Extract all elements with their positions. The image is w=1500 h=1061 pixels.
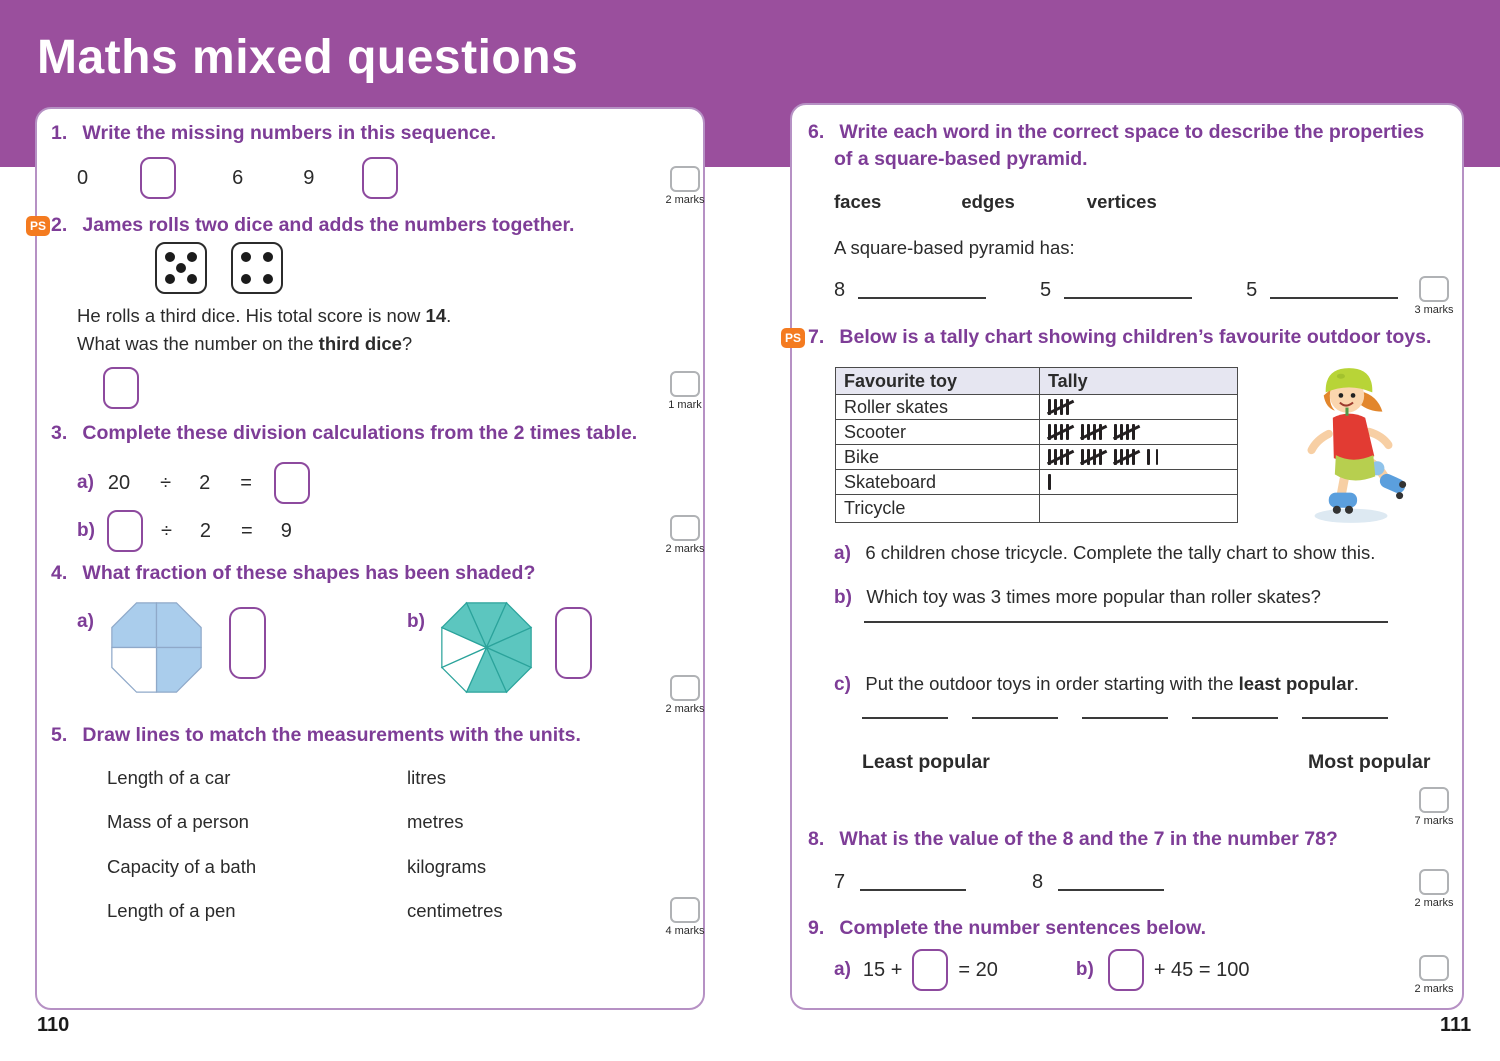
measurement-item[interactable]: Mass of a person: [107, 811, 249, 832]
word-bank-item[interactable]: faces: [834, 191, 882, 212]
question-6-heading: [808, 121, 1424, 144]
tally-cell: [1040, 445, 1238, 470]
question-5-number: 5.: [51, 724, 68, 746]
answer-box-tall[interactable]: [229, 607, 266, 679]
marks-label: 1 mark: [668, 399, 702, 411]
part-c-post: .: [1353, 673, 1359, 694]
question-7c: [834, 673, 1359, 696]
marks-chip: [1412, 955, 1456, 995]
column-header-toy: Favourite toy: [836, 368, 1040, 395]
measurement-item[interactable]: Capacity of a bath: [107, 856, 257, 877]
question-2-heading: [51, 214, 574, 237]
table-row: [836, 495, 1238, 523]
equals-sign: =: [241, 519, 253, 542]
marks-label: 2 marks: [665, 703, 705, 715]
blank-number: 8: [834, 279, 846, 301]
marks-box: [1419, 276, 1449, 302]
sequence-value: 0: [77, 166, 89, 189]
operand: 2: [199, 519, 212, 542]
question-1-sequence: [77, 156, 398, 200]
table-row: [836, 445, 1238, 470]
marks-label: 2 marks: [665, 194, 705, 206]
marks-box: [1419, 787, 1449, 813]
question-9-text: Complete the number sentences below.: [839, 917, 1207, 939]
table-header-row: [836, 368, 1238, 395]
question-9-number: 9.: [808, 917, 825, 939]
equals-sign: =: [240, 471, 252, 494]
answer-box[interactable]: [140, 157, 176, 199]
page-number-left: 110: [37, 1014, 70, 1036]
part-b-label: b): [834, 587, 852, 608]
question-3-text: Complete these division calculations from the 2 times table.: [82, 422, 638, 444]
answer-box[interactable]: [103, 367, 139, 409]
blank-number: 8: [1032, 871, 1044, 893]
word-bank: [834, 191, 1157, 213]
line2-pre: What was the number on the: [77, 333, 319, 354]
equation-text: 15 +: [862, 958, 903, 981]
tally-cell: [1040, 395, 1238, 420]
question-2-number: 2.: [51, 214, 68, 236]
question-3-number: 3.: [51, 422, 68, 444]
unit-item[interactable]: kilograms: [407, 856, 487, 877]
question-7-text: Below is a tally chart showing children’s favourite outdoor toys.: [839, 326, 1432, 348]
question-3b-row: [77, 509, 292, 553]
line1-bold: 14: [425, 305, 447, 326]
question-2-text: James rolls two dice and adds the numbers together.: [82, 214, 575, 236]
order-line[interactable]: [1302, 717, 1388, 719]
part-c-bold: least popular: [1238, 673, 1354, 694]
question-1-number: 1.: [51, 122, 68, 144]
part-b-label: b): [407, 611, 425, 632]
marks-chip: [663, 166, 707, 206]
write-line[interactable]: [1058, 889, 1164, 891]
part-a-label: a): [834, 959, 851, 980]
operand: 2: [199, 471, 211, 494]
unit-item[interactable]: metres: [407, 811, 464, 832]
tally-marks: [1048, 471, 1057, 493]
part-b-label: b): [77, 520, 95, 541]
part-b-text: Which toy was 3 times more popular than roller skates?: [866, 586, 1321, 607]
part-b-label: b): [1075, 959, 1094, 980]
question-6-blanks: [834, 279, 1398, 302]
left-page-card: [29, 107, 705, 1010]
write-line[interactable]: [1064, 297, 1192, 299]
equation-text: = 20: [958, 958, 998, 981]
sequence-value: 6: [232, 166, 244, 189]
table-row: [836, 420, 1238, 445]
marks-box: [670, 371, 700, 397]
unit-item[interactable]: centimetres: [407, 900, 503, 921]
blank-number: 5: [1246, 279, 1258, 301]
operand: 20: [107, 471, 131, 494]
question-9-row: [834, 947, 1249, 993]
line2-post: ?: [401, 333, 413, 354]
question-5-text: Draw lines to match the measurements with the units.: [82, 724, 581, 746]
least-popular-label: Least popular: [862, 751, 990, 773]
question-3-heading: [51, 422, 637, 445]
question-7b: [834, 586, 1321, 609]
right-page-card: [784, 103, 1464, 1010]
question-9-heading: [808, 917, 1206, 940]
marks-box: [1419, 955, 1449, 981]
question-1-text: Write the missing numbers in this sequence.: [82, 122, 496, 144]
question-8-text: What is the value of the 8 and the 7 in the number 78?: [839, 828, 1338, 850]
write-line-long[interactable]: [864, 621, 1388, 623]
question-4-number: 4.: [51, 562, 68, 584]
answer-box[interactable]: [362, 157, 398, 199]
part-c-label: c): [834, 674, 851, 695]
dice-pair: [155, 242, 283, 294]
marks-chip: [663, 897, 707, 937]
blank-number: 5: [1040, 279, 1052, 301]
die-four: [231, 242, 283, 294]
octagon-segment: [112, 648, 157, 693]
question-8-heading: [808, 828, 1338, 851]
divide-sign: ÷: [160, 471, 172, 494]
question-4-text: What fraction of these shapes has been shaded?: [82, 562, 536, 584]
octagon-segment: [157, 648, 202, 693]
marks-chip: [663, 515, 707, 555]
question-6-text-line1: Write each word in the correct space to describe the properties: [839, 121, 1425, 143]
marks-box: [670, 166, 700, 192]
question-2-line1: [77, 305, 451, 327]
order-line[interactable]: [972, 717, 1058, 719]
marks-label: 4 marks: [665, 925, 705, 937]
question-8-blanks: [834, 871, 1164, 894]
part-a-text: 6 children chose tricycle. Complete the tally chart to show this.: [865, 542, 1376, 563]
table-row: [836, 470, 1238, 495]
question-1-heading: [51, 122, 496, 145]
order-line[interactable]: [1192, 717, 1278, 719]
marks-box: [670, 675, 700, 701]
write-line[interactable]: [1270, 297, 1398, 299]
write-line[interactable]: [858, 297, 986, 299]
tally-cell[interactable]: [1040, 495, 1238, 523]
sequence-value: 9: [303, 166, 315, 189]
marks-label: 3 marks: [1414, 304, 1454, 316]
answer-box[interactable]: [912, 949, 948, 991]
question-7a: [834, 542, 1375, 565]
toy-name: Roller skates: [836, 395, 1040, 420]
question-4-heading: [51, 562, 535, 585]
tally-marks: [1048, 446, 1164, 468]
marks-box: [1419, 869, 1449, 895]
most-popular-label: Most popular: [1308, 751, 1431, 773]
question-5-heading: [51, 724, 581, 747]
measurement-item[interactable]: Length of a pen: [107, 900, 236, 921]
divide-sign: ÷: [160, 519, 172, 542]
marks-chip: [1412, 276, 1456, 316]
equation-text: + 45 = 100: [1153, 958, 1250, 981]
marks-chip: [663, 675, 707, 715]
question-6-number: 6.: [808, 121, 825, 143]
tally-cell: [1040, 420, 1238, 445]
question-3a-row: [77, 461, 310, 505]
word-bank-item[interactable]: edges: [961, 191, 1015, 212]
answer-box[interactable]: [107, 510, 143, 552]
part-c-pre: Put the outdoor toys in order starting with the: [865, 673, 1239, 694]
part-a-label: a): [77, 472, 94, 493]
fraction-octagon-quarters: [109, 599, 204, 696]
marks-chip: [663, 371, 707, 411]
page-number-right: 111: [1440, 1014, 1472, 1036]
question-6-intro: A square-based pyramid has:: [834, 237, 1075, 258]
answer-box-tall[interactable]: [555, 607, 592, 679]
marks-label: 2 marks: [665, 543, 705, 555]
question-7-heading: [808, 326, 1431, 349]
toy-name: Scooter: [836, 420, 1040, 445]
answer-box[interactable]: [274, 462, 310, 504]
question-6-text-line2: of a square-based pyramid.: [834, 148, 1088, 170]
marks-box: [670, 897, 700, 923]
question-8-number: 8.: [808, 828, 825, 850]
line2-bold: third dice: [318, 333, 402, 354]
girl-skater-illustration: [1288, 357, 1410, 529]
toy-name: Skateboard: [836, 470, 1040, 495]
answer-box[interactable]: [1108, 949, 1144, 991]
die-five: [155, 242, 207, 294]
write-line[interactable]: [860, 889, 966, 891]
column-header-tally: Tally: [1040, 368, 1238, 395]
tally-marks: [1048, 396, 1081, 418]
toy-name: Tricycle: [836, 495, 1040, 523]
order-line[interactable]: [1082, 717, 1168, 719]
tally-marks: [1048, 421, 1147, 443]
line1-post: .: [446, 305, 452, 326]
unit-item[interactable]: litres: [407, 767, 447, 788]
part-a-label: a): [77, 611, 94, 632]
marks-label: 2 marks: [1414, 897, 1454, 909]
part-a-label: a): [834, 543, 851, 564]
question-7-number: 7.: [808, 326, 825, 348]
line1-pre: He rolls a third dice. His total score is now: [77, 305, 426, 326]
table-row: [836, 395, 1238, 420]
octagon-segment: [157, 603, 202, 648]
blank-number: 7: [834, 871, 846, 893]
marks-label: 2 marks: [1414, 983, 1454, 995]
marks-label: 7 marks: [1414, 815, 1454, 827]
tally-cell: [1040, 470, 1238, 495]
operand: 9: [280, 519, 292, 542]
measurement-item[interactable]: Length of a car: [107, 767, 231, 788]
marks-chip: [1412, 787, 1456, 827]
octagon-segment: [112, 603, 157, 648]
problem-solving-badge: PS: [26, 216, 50, 236]
problem-solving-badge: PS: [781, 328, 805, 348]
marks-box: [670, 515, 700, 541]
word-bank-item[interactable]: vertices: [1086, 191, 1157, 212]
order-line[interactable]: [862, 717, 948, 719]
fraction-octagon-eighths: [439, 599, 534, 696]
question-2-line2: [77, 333, 412, 355]
marks-chip: [1412, 869, 1456, 909]
toy-name: Bike: [836, 445, 1040, 470]
part-c-text: [865, 673, 1359, 694]
tally-chart: [835, 367, 1238, 523]
page-title: Maths mixed questions: [37, 31, 579, 84]
